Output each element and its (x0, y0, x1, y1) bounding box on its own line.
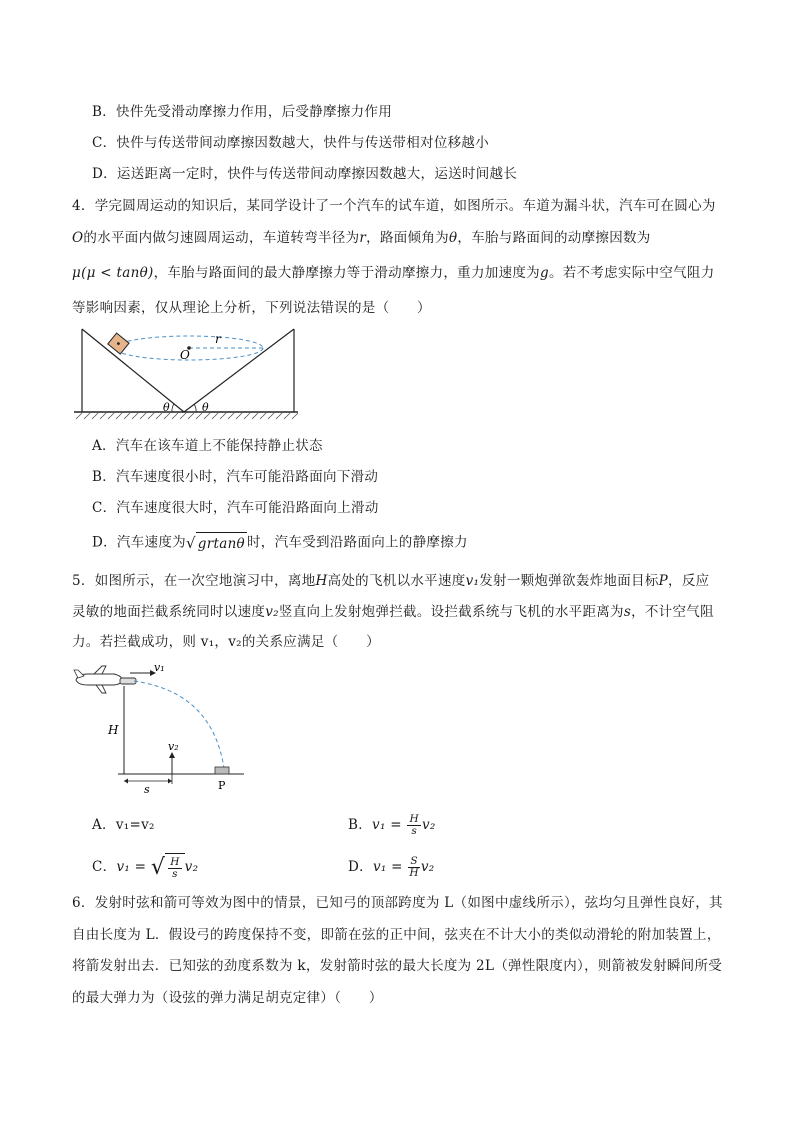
q6-stem-line2: 自由长度为 L．假设弓的跨度保持不变，即箭在弦的正中间，弦夹在不计大小的类似动滑轮的附加装置上， (72, 927, 721, 943)
label-v1: v₁ (154, 662, 165, 674)
target-P (215, 767, 229, 774)
label-s: s (144, 783, 150, 794)
label-H: H (108, 723, 119, 737)
shell (120, 678, 136, 684)
q5-option-d: D．v₁ = $\frac{S}{H}$ v₂ (348, 855, 435, 879)
car-block (108, 333, 129, 354)
fraction: $\frac{S}{H}$ (409, 855, 419, 879)
trajectory-curve (134, 681, 224, 768)
q3-option-b: B．快件先受滑动摩擦力作用，后受静摩擦力作用 (92, 104, 393, 120)
q3-option-c: C．快件与传送带间动摩擦因数越大，快件与传送带相对位移越小 (92, 135, 490, 151)
fraction: $\frac{H}{s}$ (409, 813, 419, 837)
label-P: P (218, 779, 226, 792)
angle-arc-left (172, 404, 174, 412)
airplane-icon (74, 666, 122, 693)
q4-stem-line4: 等影响因素，仅从理论上分析，下列说法错误的是（ ） (72, 300, 431, 316)
label-O: O (180, 348, 190, 362)
q4-option-c: C．汽车速度很大时，汽车可能沿路面向上滑动 (92, 500, 379, 516)
label-r: r (215, 332, 221, 346)
q5-stem-line3: 力。若拦截成功，则 v₁，v₂的关系应满足（ ） (72, 634, 380, 650)
q4-funnel-figure (72, 325, 304, 420)
q4-option-d: D．汽车速度为 √ grtanθ 时，汽车受到沿路面向上的静摩擦力 (92, 534, 468, 552)
q6-stem-line1: 6．发射时弦和箭可等效为图中的情景，已知弓的顶部跨度为 L（如图中虚线所示），弦均匀且弹性良好，其 (72, 895, 723, 911)
q5-option-a: A．v₁=v₂ (92, 817, 155, 833)
q5-option-b: B．v₁ = $\frac{H}{s}$ v₂ (348, 813, 436, 837)
q5-option-c: C．v₁ = √ $\frac{H}{s}$ v₂ (92, 850, 198, 884)
q5-stem-line1: 5．如图所示，在一次空地演习中，离地H高处的飞机以水平速度v₁发射一颗炮弹欲轰炸地面目标P，反应 (72, 573, 710, 589)
angle-arc-right (194, 404, 196, 412)
q4-stem-line2: O的水平面内做匀速圆周运动，车道转弯半径为r，路面倾角为θ，车胎与路面间的动摩擦因数为 (72, 230, 651, 246)
q4-stem-line1: 4．学完圆周运动的知识后，某同学设计了一个汽车的试车道，如图所示。车道为漏斗状，汽车可在圆心为 (72, 198, 716, 214)
left-slope (82, 329, 184, 412)
label-v2: v₂ (168, 740, 179, 753)
q3-option-d: D．运送距离一定时，快件与传送带间动摩擦因数越大，运送时间越长 (92, 166, 518, 182)
label-theta-right: θ (202, 401, 209, 414)
q5-stem-line2: 灵敏的地面拦截系统同时以速度v₂竖直向上发射炮弹拦截。设拦截系统与飞机的水平距离为s，不计空气阻 (72, 604, 714, 620)
sqrt-fraction: √ $\frac{H}{s}$ (151, 853, 185, 883)
sqrt-expression: √ grtanθ (185, 534, 245, 552)
q4-option-b: B．汽车速度很小时，汽车可能沿路面向下滑动 (92, 469, 379, 485)
q5-intercept-figure (72, 662, 252, 794)
q4-stem-line3: μ(μ < tanθ)，车胎与路面间的最大静摩擦力等于滑动摩擦力，重力加速度为g。若不考虑实际中空气阻力 (72, 265, 715, 281)
right-slope (184, 329, 294, 412)
q6-stem-line3: 将箭发射出去．已知弦的劲度系数为 k，发射箭时弦的最大长度为 2L（弹性限度内），则箭被发射瞬间所受 (72, 958, 723, 974)
label-theta-left: θ (163, 401, 170, 414)
q6-stem-line4: 的最大弹力为（设弦的弹力满足胡克定律）（ ） (72, 990, 383, 1006)
q4-option-a: A．汽车在该车道上不能保持静止状态 (92, 438, 323, 454)
ground-hatch (76, 413, 298, 419)
